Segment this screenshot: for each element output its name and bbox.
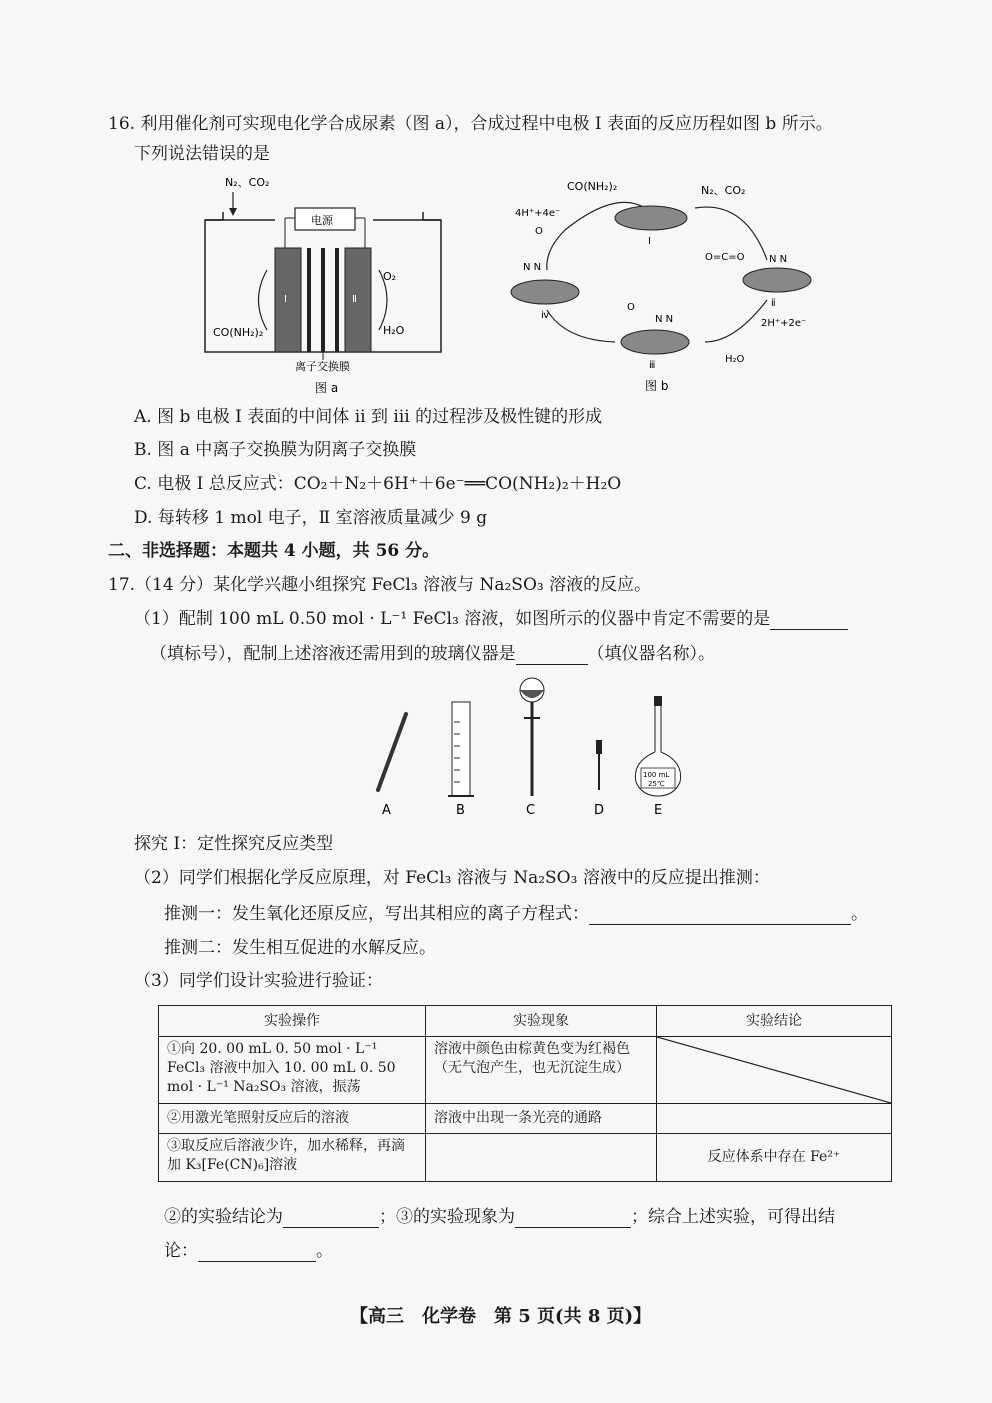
table-cell: ①向 20. 00 mL 0. 50 mol · L⁻¹ FeCl₃ 溶液中加入 10. 00 mL 0. 50 mol · L⁻¹ Na₂SO₃ 溶液，振荡 (159, 1037, 426, 1104)
q17-part1-text-2: （填标号），配制上述溶液还需用到的玻璃仪器是 (150, 644, 516, 664)
answer-blank-final[interactable] (198, 1243, 316, 1262)
table-row (159, 1134, 892, 1182)
option-a: A. 图 b 电极 Ⅰ 表面的中间体 ⅱ 到 ⅲ 的过程涉及极性键的形成 (134, 407, 603, 427)
svg-text:2H⁺+2e⁻: 2H⁺+2e⁻ (761, 318, 807, 329)
q17-conclusion-cont (164, 1240, 333, 1262)
svg-text:电源: 电源 (311, 214, 333, 227)
guess-1-text: 推测一：发生氧化还原反应，写出其相应的离子方程式： (164, 904, 589, 924)
svg-text:100 mL: 100 mL (643, 771, 670, 779)
table-cell: 反应体系中存在 Fe²⁺ (656, 1134, 891, 1182)
table-cell: 溶液中出现一条光亮的通路 (426, 1104, 657, 1134)
table-cell-crossed (656, 1037, 891, 1104)
svg-text:O: O (535, 226, 543, 237)
svg-text:Ⅱ: Ⅱ (352, 294, 357, 305)
svg-text:N N: N N (769, 254, 788, 265)
svg-text:ⅲ: ⅲ (649, 360, 656, 371)
svg-text:CO(NH₂)₂: CO(NH₂)₂ (213, 326, 264, 339)
page-footer: 【高三 化学卷 第 5 页(共 8 页)】 (350, 1306, 652, 1327)
answer-blank-equation[interactable] (589, 906, 851, 925)
table-header: 实验现象 (426, 1006, 657, 1037)
svg-text:A: A (382, 803, 391, 818)
svg-text:B: B (456, 803, 465, 818)
diagonal-line (657, 1037, 891, 1103)
figure-b (505, 170, 835, 400)
table-header: 实验操作 (159, 1006, 426, 1037)
figure-a (195, 170, 455, 400)
q17-stem: 17.（14 分）某化学兴趣小组探究 FeCl₃ 溶液与 Na₂SO₃ 溶液的反应。 (108, 575, 652, 595)
explore-heading: 探究 Ⅰ：定性探究反应类型 (134, 834, 334, 854)
svg-text:4H⁺+4e⁻: 4H⁺+4e⁻ (515, 208, 561, 219)
svg-text:D: D (594, 803, 605, 818)
svg-text:25℃: 25℃ (648, 780, 665, 788)
table-header: 实验结论 (656, 1006, 891, 1037)
svg-text:N N: N N (655, 314, 674, 325)
table-header-row (159, 1006, 892, 1037)
conclusion-text-5: 。 (316, 1241, 333, 1261)
option-b: B. 图 a 中离子交换膜为阴离子交换膜 (134, 440, 417, 460)
q16-stem: 16. 利用催化剂可实现电化学合成尿素（图 a），合成过程中电极 Ⅰ 表面的反应历程如图 b 所示。 (108, 114, 833, 134)
apparatus-figure (360, 672, 700, 822)
svg-text:E: E (654, 803, 663, 818)
svg-text:ⅳ: ⅳ (541, 310, 550, 321)
svg-text:H₂O: H₂O (725, 354, 745, 365)
section-heading: 二、非选择题：本题共 4 小题，共 56 分。 (108, 541, 440, 561)
table-cell: 溶液中颜色由棕黄色变为红褐色（无气泡产生，也无沉淀生成） (426, 1037, 657, 1104)
answer-blank-conclusion-2[interactable] (283, 1209, 379, 1228)
guess-1 (164, 903, 868, 925)
table-cell-answer[interactable] (656, 1104, 891, 1134)
svg-text:O: O (627, 302, 635, 313)
svg-text:CO(NH₂)₂: CO(NH₂)₂ (567, 180, 618, 193)
conclusion-text-4: 论： (164, 1241, 198, 1261)
guess-2: 推测二：发生相互促进的水解反应。 (164, 938, 436, 958)
conclusion-text-1: ②的实验结论为 (164, 1207, 283, 1227)
answer-blank-phenomenon-3[interactable] (515, 1209, 631, 1228)
q17-part1-cont (150, 643, 715, 665)
svg-text:O=C=O: O=C=O (705, 252, 745, 263)
svg-text:图 b: 图 b (645, 379, 669, 393)
svg-text:N₂、CO₂: N₂、CO₂ (701, 184, 746, 197)
q17-part1-text: （1）配制 100 mL 0.50 mol · L⁻¹ FeCl₃ 溶液，如图所示的仪器中肯定不需要的是 (134, 609, 771, 629)
q17-part1 (134, 608, 848, 630)
svg-text:H₂O: H₂O (383, 324, 405, 337)
svg-text:Ⅰ: Ⅰ (648, 236, 651, 247)
svg-text:离子交换膜: 离子交换膜 (295, 360, 350, 373)
svg-text:ⅱ: ⅱ (771, 298, 776, 309)
answer-blank-1[interactable] (770, 611, 848, 630)
svg-text:Ⅰ: Ⅰ (284, 294, 287, 305)
conclusion-text-2: ；③的实验现象为 (379, 1207, 515, 1227)
experiment-table (158, 1005, 892, 1182)
q17-conclusion (164, 1206, 835, 1228)
option-c: C. 电极 Ⅰ 总反应式：CO₂＋N₂＋6H⁺＋6e⁻══CO(NH₂)₂＋H₂O (134, 474, 622, 494)
q16-stem-2: 下列说法错误的是 (134, 144, 270, 164)
svg-text:C: C (526, 803, 536, 818)
table-row (159, 1104, 892, 1134)
table-cell-answer[interactable] (426, 1134, 657, 1182)
table-cell: ③取反应后溶液少许，加水稀释，再滴加 K₃[Fe(CN)₆]溶液 (159, 1134, 426, 1182)
table-row (159, 1037, 892, 1104)
svg-text:O₂: O₂ (383, 270, 397, 283)
svg-text:N₂、CO₂: N₂、CO₂ (225, 176, 270, 189)
q17-part2: （2）同学们根据化学反应原理，对 FeCl₃ 溶液与 Na₂SO₃ 溶液中的反应提出推测： (134, 868, 770, 888)
conclusion-text-3: ；综合上述实验，可得出结 (631, 1207, 835, 1227)
q17-part1-text-3: （填仪器名称）。 (587, 644, 715, 664)
guess-1-end: 。 (851, 904, 868, 924)
q17-part3: （3）同学们设计实验进行验证： (134, 971, 383, 991)
table-cell: ②用激光笔照射反应后的溶液 (159, 1104, 426, 1134)
option-d: D. 每转移 1 mol 电子，Ⅱ 室溶液质量减少 9 g (134, 508, 488, 528)
answer-blank-2[interactable] (516, 646, 588, 665)
svg-text:图 a: 图 a (315, 381, 339, 395)
svg-text:N N: N N (523, 262, 542, 273)
